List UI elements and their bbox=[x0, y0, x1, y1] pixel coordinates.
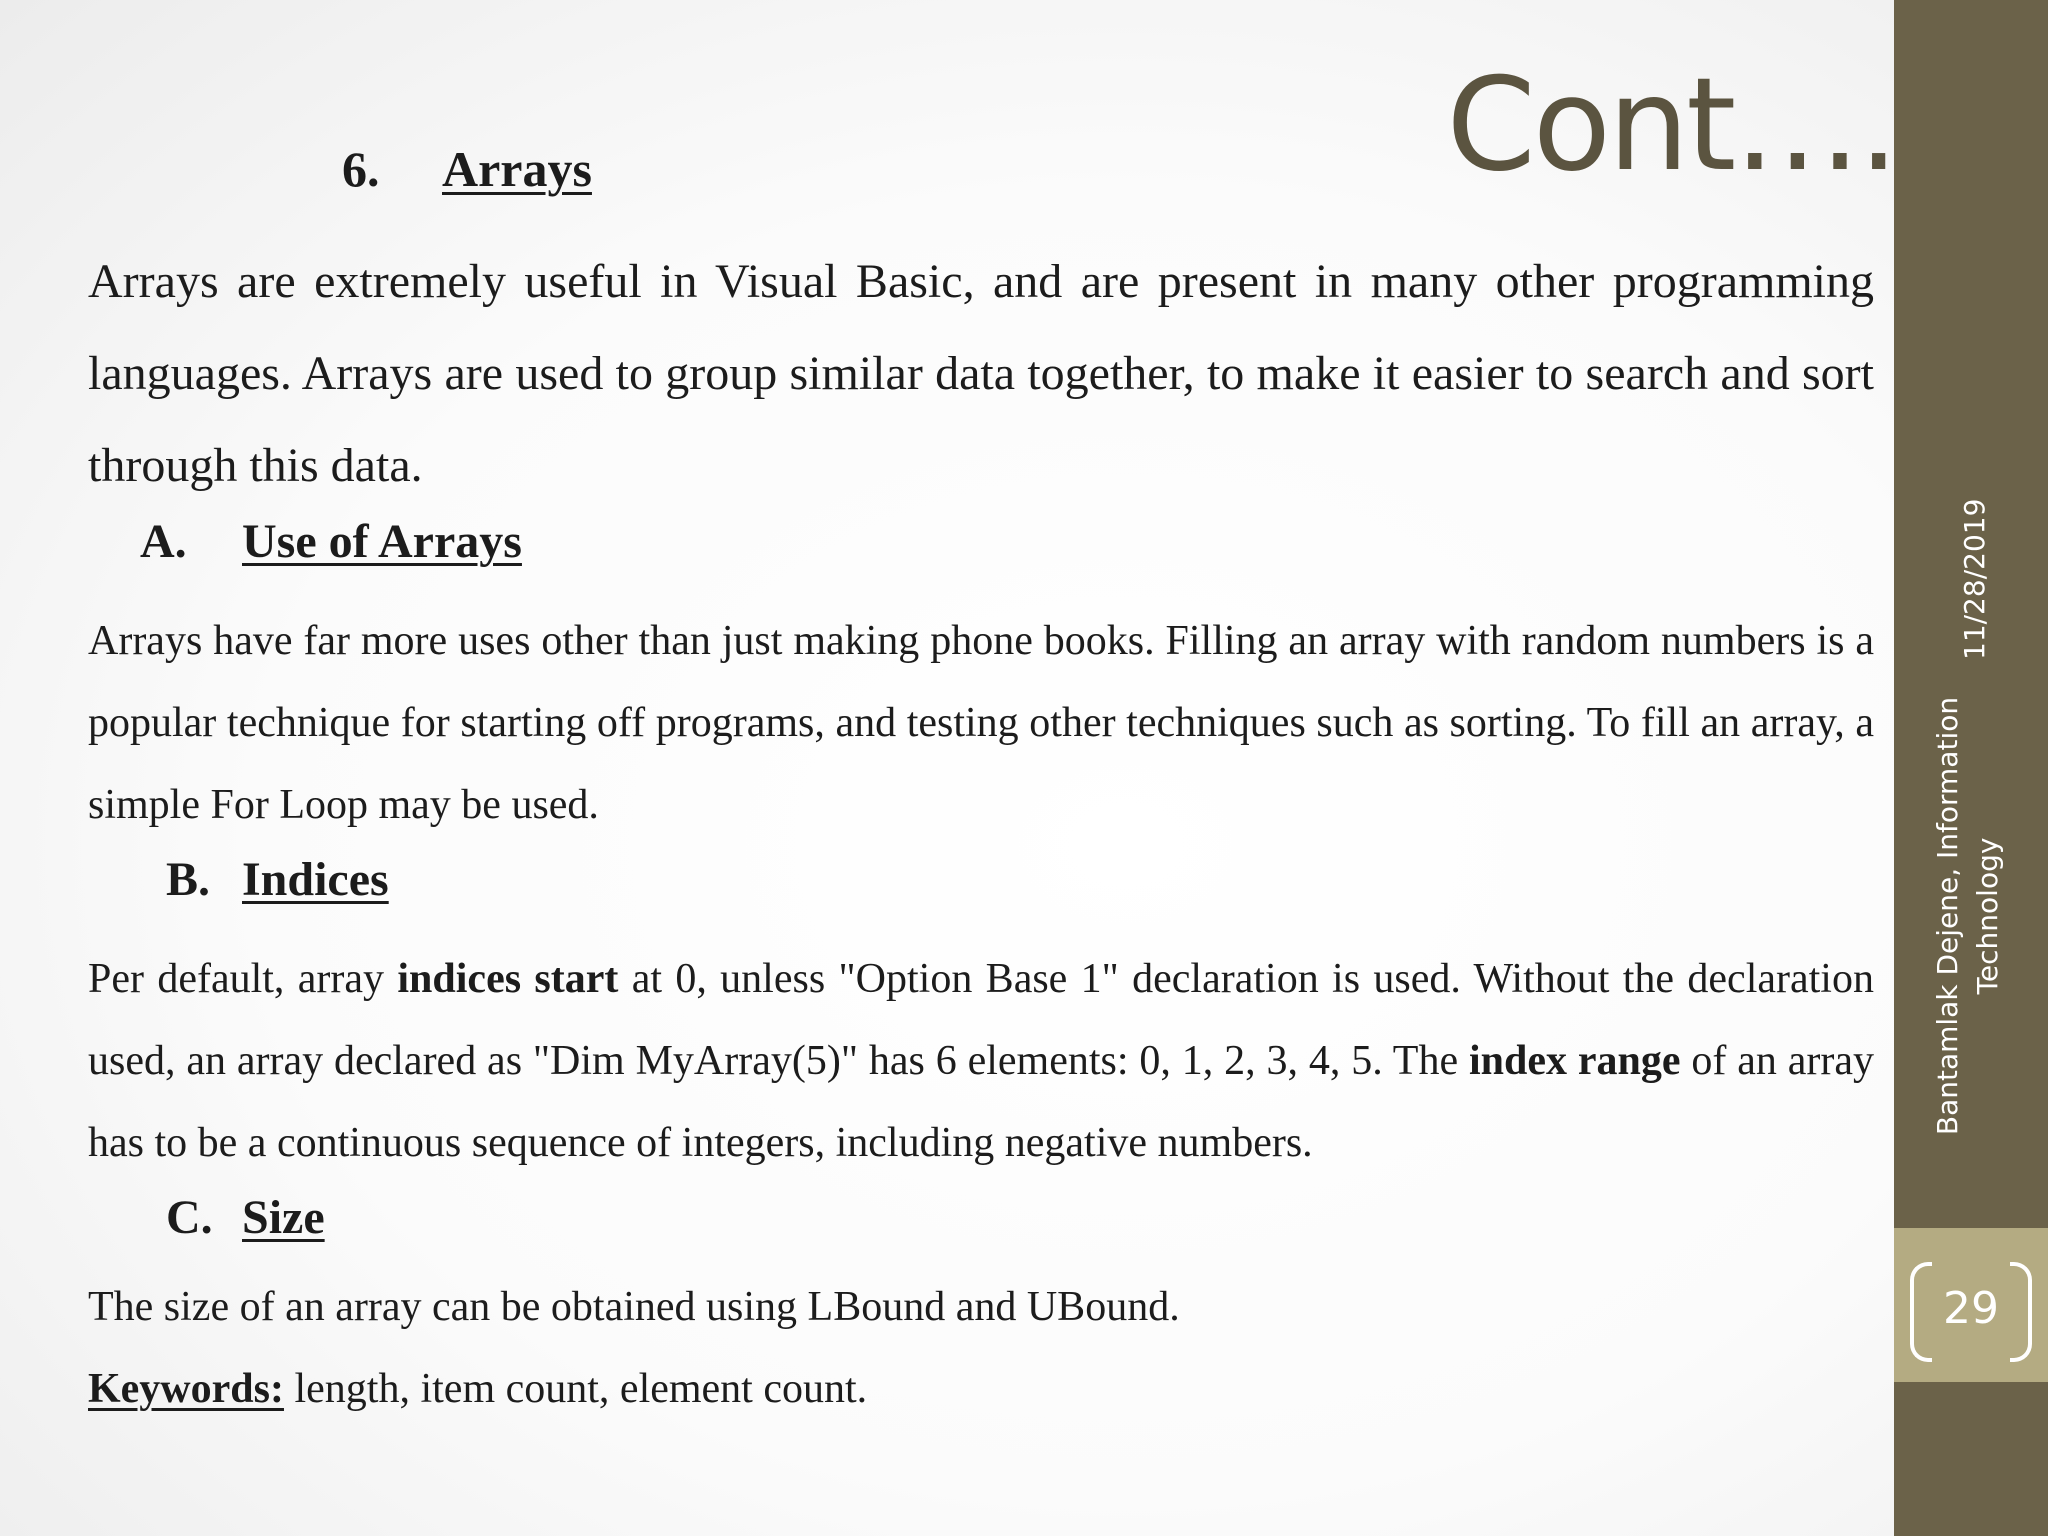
keywords-label: Keywords: bbox=[88, 1366, 284, 1412]
subsection-b-text-2: at 0, unless "Option Base 1" declaration is used. Without the declaration used, an array declared as "Dim MyArray(5)" has 6 elements: 0, 1, 2, 3, 4, 5. The bbox=[88, 956, 1874, 1084]
subsection-a-heading bbox=[140, 514, 522, 569]
subsection-b-body bbox=[88, 938, 1874, 1184]
section-heading bbox=[342, 140, 592, 198]
subsection-b-text-1: Per default, array bbox=[88, 956, 398, 1002]
section-heading-text: Arrays bbox=[442, 141, 592, 197]
subsection-c-heading-text: Size bbox=[242, 1191, 325, 1244]
subsection-a-body: Arrays have far more uses other than just making phone books. Filling an array with random numbers is a popular technique for starting off programs, and testing other techniques such as sorting. To fill an array, a simple For Loop may be used. bbox=[88, 618, 1874, 828]
keywords-line bbox=[88, 1348, 1874, 1430]
subsection-c-heading bbox=[166, 1190, 325, 1245]
subsection-b-letter: B. bbox=[166, 853, 211, 906]
slide-title: Cont…. bbox=[1446, 51, 1896, 200]
page-number: 29 bbox=[1943, 1282, 1999, 1334]
slide-author: Bantamlak Dejene, Information Technology bbox=[1931, 696, 2004, 1136]
subsection-c-letter: C. bbox=[166, 1191, 213, 1244]
subsection-b-bold-2: index range bbox=[1468, 1038, 1681, 1084]
subsection-b-heading bbox=[166, 852, 389, 907]
subsection-b-heading-text: Indices bbox=[242, 853, 389, 906]
subsection-a-letter: A. bbox=[140, 515, 187, 568]
subsection-b-bold-1: indices start bbox=[397, 956, 619, 1002]
subsection-c-body: The size of an array can be obtained using LBound and UBound. bbox=[88, 1284, 1180, 1330]
subsection-a-heading-text: Use of Arrays bbox=[242, 515, 522, 568]
slide-date: 11/28/2019 bbox=[1958, 498, 1991, 660]
keywords-text: length, item count, element count. bbox=[283, 1366, 868, 1412]
section-intro: Arrays are extremely useful in Visual Basic, and are present in many other programming languages. Arrays are used to group similar data together, to make it easier to search and sort through this data. bbox=[88, 255, 1874, 492]
subsection-b-text-3: of an array has to be a continuous sequence of integers, including negative numbers. bbox=[88, 1038, 1874, 1166]
section-number: 6. bbox=[342, 141, 380, 197]
